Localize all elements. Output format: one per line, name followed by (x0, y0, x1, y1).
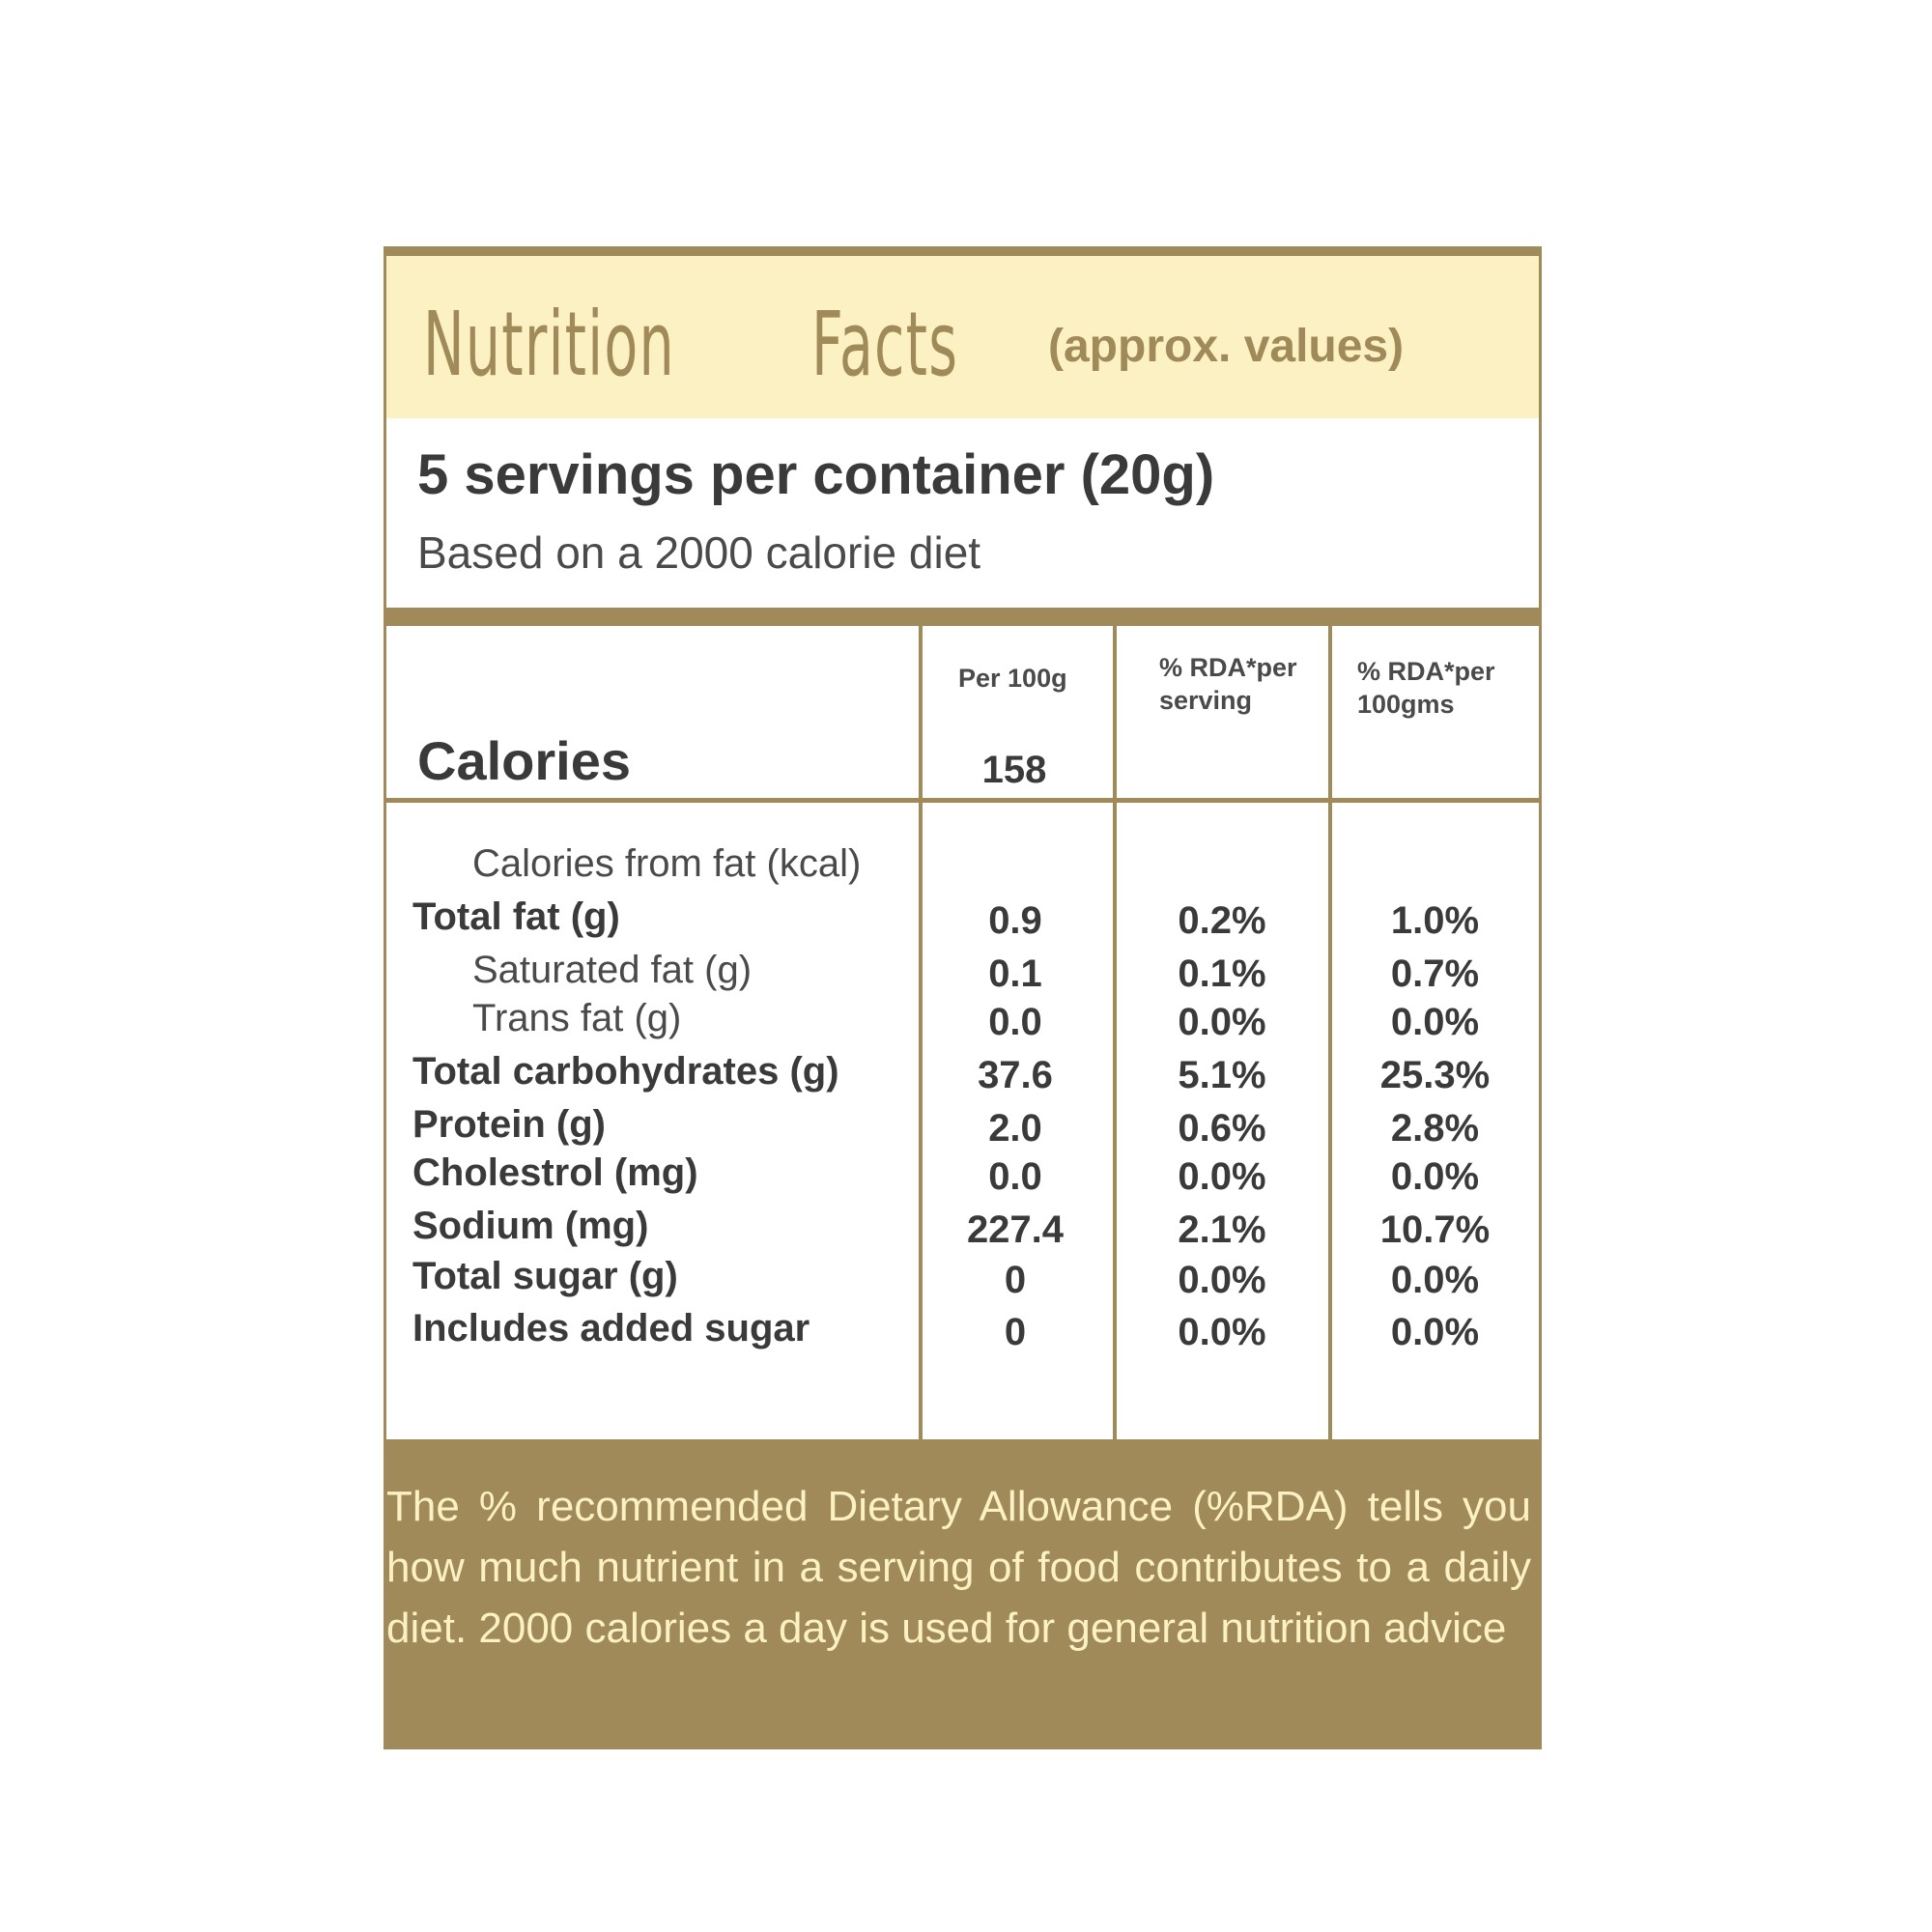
table-row (386, 997, 1539, 1045)
rda-serving-value: 0.6% (1178, 1107, 1266, 1150)
nutrient-name: Saturated fat (g) (472, 949, 753, 991)
table-row (386, 842, 1539, 891)
calories-label: Calories (417, 730, 631, 791)
rda-serving-value: 0.2% (1178, 899, 1266, 942)
table-row (386, 1307, 1539, 1355)
rda-serving-value: 0.1% (1178, 952, 1266, 995)
title-header (386, 256, 1539, 418)
nutrient-name: Protein (g) (412, 1103, 606, 1146)
table-row (386, 1255, 1539, 1303)
rda-100g-value: 0.7% (1390, 952, 1480, 995)
rda-serving-value: 0.0% (1178, 1259, 1266, 1301)
rda-footnote-text: The % recommended Dietary Allowance (%RDA) tells you how much nutrient in a serving of food contributes to a daily diet. 2000 calories a day is used for general nutrition advice (386, 1483, 1531, 1652)
title-note: (approx. values) (1048, 321, 1405, 372)
table-row (386, 1050, 1539, 1098)
per-100g-value: 0 (1004, 1311, 1027, 1353)
servings-per-container: 5 servings per container (20g) (417, 443, 1215, 506)
top-rule (384, 246, 1542, 256)
nutrient-name: Includes added sugar (412, 1307, 810, 1350)
nutrient-name: Cholestrol (mg) (412, 1151, 698, 1194)
nutrient-name: Total fat (g) (412, 895, 620, 938)
nutrient-name: Trans fat (g) (472, 997, 682, 1039)
nutrient-name: Calories from fat (kcal) (472, 842, 862, 885)
rda-100g-value: 1.0% (1390, 899, 1480, 942)
rda-footnote (386, 1439, 1539, 1749)
diet-basis: Based on a 2000 calorie diet (417, 527, 981, 578)
rda-serving-value: 0.0% (1178, 1155, 1266, 1198)
per-100g-value: 227.4 (966, 1208, 1065, 1251)
column-header-per-100g: Per 100g (958, 664, 1067, 693)
per-100g-value: 0.0 (988, 1001, 1042, 1043)
calories-divider (386, 798, 1539, 803)
table-row (386, 1151, 1539, 1200)
per-100g-value: 0.9 (988, 899, 1042, 942)
rda-100g-value: 2.8% (1390, 1107, 1480, 1150)
rda-serving-value: 0.0% (1178, 1311, 1266, 1353)
rda-100g-value: 25.3% (1379, 1054, 1491, 1096)
rda-serving-value: 5.1% (1178, 1054, 1266, 1096)
per-100g-value: 0 (1004, 1259, 1027, 1301)
rda-100g-value: 10.7% (1379, 1208, 1491, 1251)
nutrient-name: Total carbohydrates (g) (412, 1050, 839, 1093)
per-100g-value: 0.0 (988, 1155, 1042, 1198)
nutrient-name: Sodium (mg) (412, 1205, 649, 1247)
table-row (386, 1103, 1539, 1151)
rda-serving-value: 0.0% (1178, 1001, 1266, 1043)
nutrient-name: Total sugar (g) (412, 1255, 678, 1297)
column-header-rda-100g: % RDA*per 100gms (1357, 657, 1495, 719)
rda-100g-value: 0.0% (1390, 1155, 1480, 1198)
table-row (386, 895, 1539, 944)
table-row (386, 949, 1539, 997)
column-header-rda-serving: % RDA*per serving (1159, 653, 1297, 715)
calories-value: 158 (981, 749, 1047, 791)
per-100g-value: 37.6 (978, 1054, 1053, 1096)
section-divider (386, 608, 1539, 626)
title-word-facts: Facts (811, 293, 959, 396)
rda-100g-value: 0.0% (1390, 1259, 1480, 1301)
rda-100g-value: 0.0% (1390, 1001, 1480, 1043)
rda-serving-value: 2.1% (1178, 1208, 1266, 1251)
rda-100g-value: 0.0% (1390, 1311, 1480, 1353)
per-100g-value: 2.0 (988, 1107, 1042, 1150)
title-word-nutrition: Nutrition (423, 293, 675, 396)
table-row (386, 1205, 1539, 1253)
per-100g-value: 0.1 (988, 952, 1042, 995)
